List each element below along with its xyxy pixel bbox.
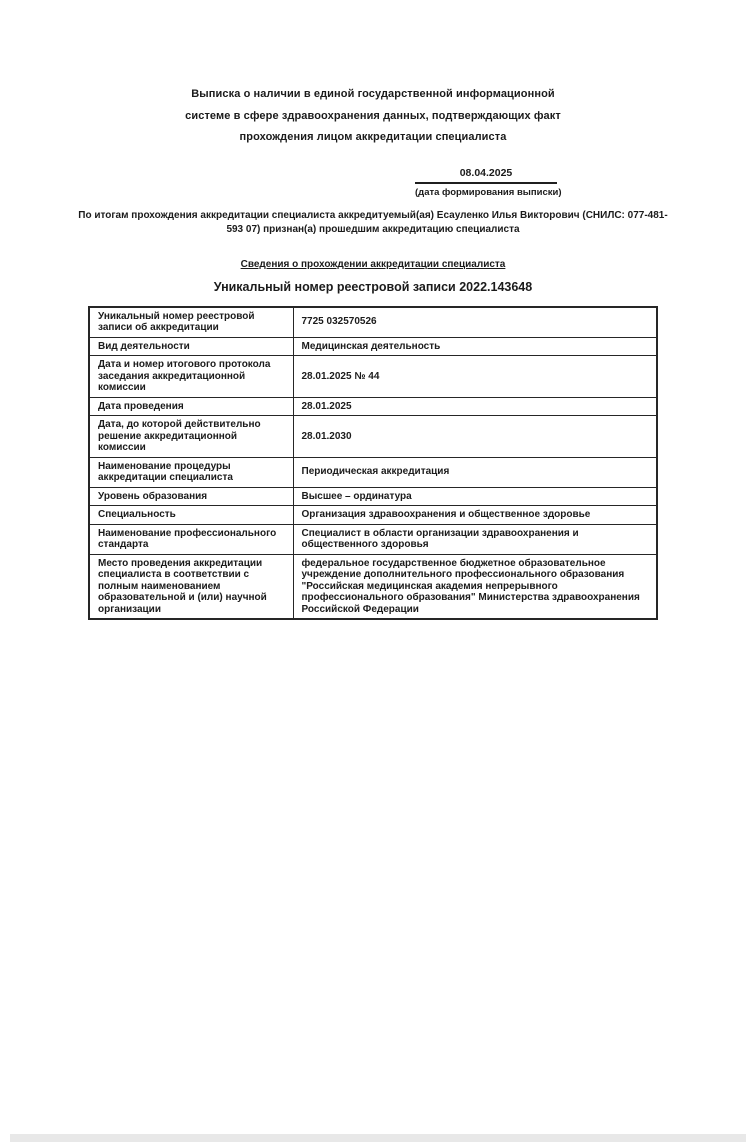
document-title-line: системе в сфере здравоохранения данных, подтверждающих факт — [185, 109, 561, 122]
table-row — [89, 307, 657, 338]
registry-number-heading: Уникальный номер реестровой записи 2022.143648 — [213, 279, 533, 294]
row-label: Дата, до которой действительно решение аккредитационной комиссии — [89, 416, 293, 458]
row-label: Дата проведения — [89, 397, 293, 416]
row-label: Уровень образования — [89, 487, 293, 506]
document-page — [0, 84, 746, 1142]
bottom-scrollbar[interactable] — [10, 1134, 746, 1142]
accreditation-table — [88, 306, 658, 621]
table-row — [89, 356, 657, 398]
row-value: Высшее – ординатура — [293, 487, 657, 506]
row-label: Уникальный номер реестровой записи об аккредитации — [89, 307, 293, 338]
row-label: Наименование процедуры аккредитации специалиста — [89, 457, 293, 487]
table-row — [89, 524, 657, 554]
row-value: федеральное государственное бюджетное образовательное учреждение дополнительного профессионального образования "Российская медицинская академия непрерывного профессионального образования" Министерства здравоохранения Российской Федерации — [293, 554, 657, 619]
row-value: 28.01.2030 — [293, 416, 657, 458]
row-value: Периодическая аккредитация — [293, 457, 657, 487]
accreditation-summary-line: По итогам прохождения аккредитации специалиста аккредитуемый(ая) Есауленко Илья Викторович (СНИЛС: 077-481- — [78, 209, 668, 221]
row-value: Специалист в области организации здравоохранения и общественного здоровья — [293, 524, 657, 554]
extract-date-caption: (дата формирования выписки) — [415, 186, 562, 198]
accreditation-summary-line: 593 07) признан(а) прошедшим аккредитацию специалиста — [226, 223, 520, 235]
row-label: Вид деятельности — [89, 337, 293, 356]
row-value: Медицинская деятельность — [293, 337, 657, 356]
extract-date: 08.04.2025 — [415, 167, 557, 184]
row-value: Организация здравоохранения и общественное здоровье — [293, 506, 657, 525]
row-value: 28.01.2025 № 44 — [293, 356, 657, 398]
row-label: Дата и номер итогового протокола заседания аккредитационной комиссии — [89, 356, 293, 398]
table-row — [89, 554, 657, 619]
table-row — [89, 487, 657, 506]
document-title-line: прохождения лицом аккредитации специалиста — [239, 131, 507, 143]
table-row — [89, 397, 657, 416]
row-label: Место проведения аккредитации специалиста в соответствии с полным наименованием образовательной и (или) научной организации — [89, 554, 293, 619]
section-heading: Сведения о прохождении аккредитации специалиста — [240, 258, 506, 270]
document-title — [93, 84, 653, 149]
accreditation-summary — [78, 209, 668, 237]
table-row — [89, 457, 657, 487]
table-row — [89, 337, 657, 356]
extract-date-block — [415, 166, 562, 198]
row-label: Наименование профессионального стандарта — [89, 524, 293, 554]
table-row — [89, 506, 657, 525]
row-label: Специальность — [89, 506, 293, 525]
table-row — [89, 416, 657, 458]
row-value: 7725 032570526 — [293, 307, 657, 338]
row-value: 28.01.2025 — [293, 397, 657, 416]
document-title-line: Выписка о наличии в единой государственной информационной — [191, 88, 555, 100]
